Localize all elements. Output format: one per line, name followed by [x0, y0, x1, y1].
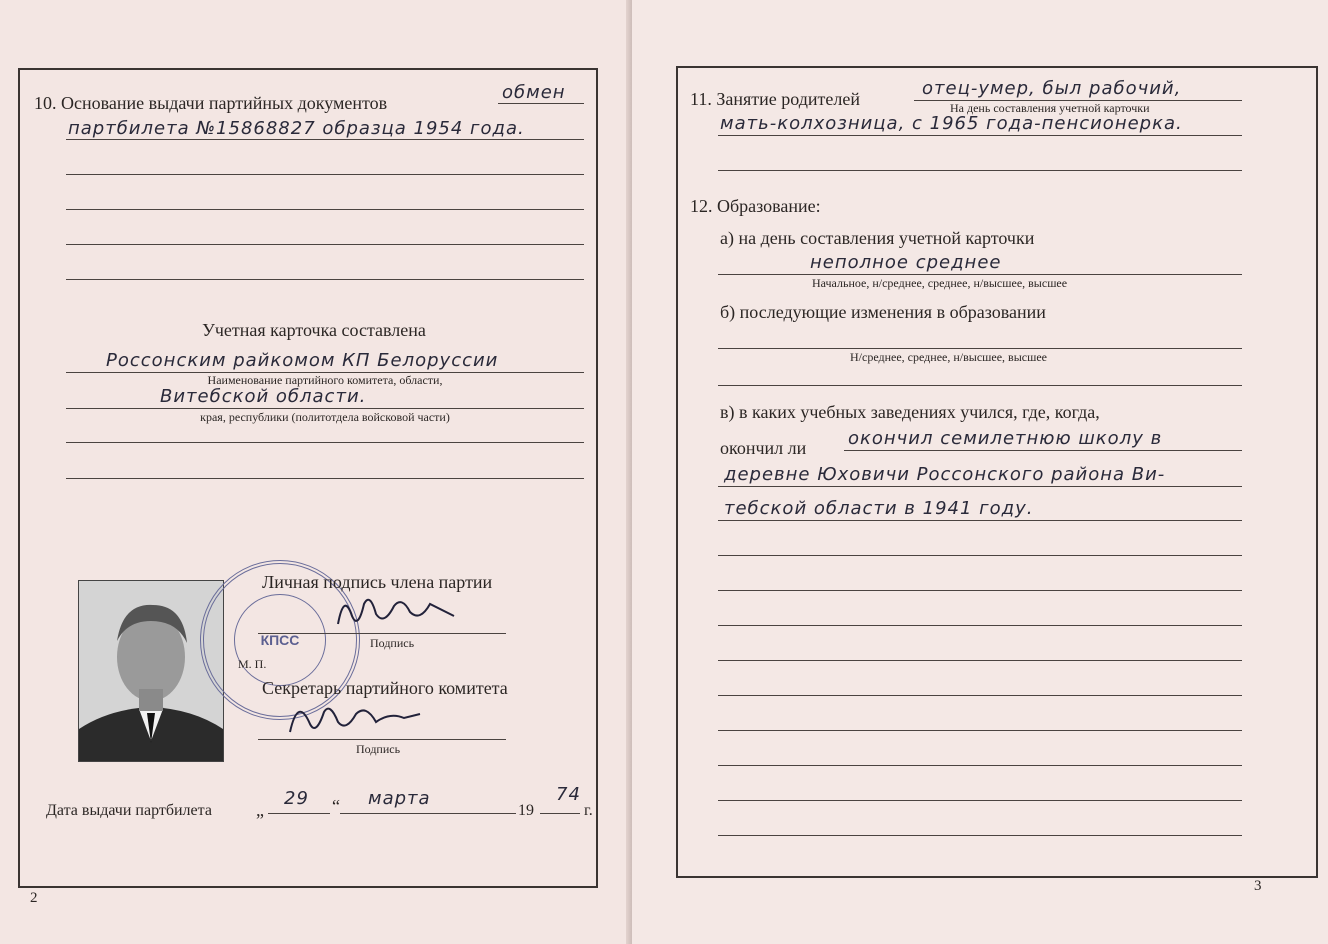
- personal-signature-label: Личная подпись члена партии: [262, 572, 493, 592]
- rule: [718, 835, 1242, 836]
- item12v-label2: окончил ли: [720, 438, 807, 458]
- issue-day: 29: [284, 788, 309, 809]
- item12v-handwriting-line2: деревне Юховичи Россонского района Ви-: [724, 464, 1166, 485]
- item12a-label: а) на день составления учетной карточки: [720, 228, 1035, 248]
- left-page: [0, 0, 630, 944]
- signature-caption: Подпись: [370, 636, 415, 650]
- rule: [718, 660, 1242, 661]
- item10-handwriting-line1: обмен: [502, 82, 566, 103]
- item11-handwriting-line1: отец-умер, был рабочий,: [922, 78, 1182, 99]
- item11-caption: На день составления учетной карточки: [950, 101, 1150, 115]
- item10-handwriting-line2: партбилета №15868827 образца 1954 года.: [68, 118, 525, 139]
- item11-label: 11. Занятие родителей: [690, 89, 860, 109]
- rule: [498, 103, 584, 104]
- rule: [66, 209, 584, 210]
- rule: [66, 279, 584, 280]
- issue-year-suffix: г.: [584, 802, 593, 819]
- rule: [718, 590, 1242, 591]
- card-caption2: края, республики (политотдела войсковой части): [200, 410, 450, 424]
- rule: [718, 730, 1242, 731]
- rule: [718, 695, 1242, 696]
- rule: [66, 139, 584, 140]
- item12-label: 12. Образование:: [690, 196, 821, 216]
- rule: [66, 478, 584, 479]
- rule: [718, 765, 1242, 766]
- member-signature: [330, 586, 460, 636]
- issue-date-label: Дата выдачи партбилета: [46, 802, 212, 819]
- issue-year: 74: [556, 784, 581, 805]
- item10-label: 10. Основание выдачи партийных документов: [34, 93, 388, 113]
- member-photo: [78, 580, 224, 762]
- rule: [844, 450, 1242, 451]
- item12v-handwriting-line3: тебской области в 1941 году.: [724, 498, 1034, 519]
- rule: [718, 800, 1242, 801]
- card-caption1: Наименование партийного комитета, области,: [207, 373, 443, 387]
- rule: [718, 274, 1242, 275]
- rule: [66, 244, 584, 245]
- issue-quote-open: „: [256, 800, 264, 820]
- issue-quote-close: “: [332, 796, 340, 816]
- rule: [66, 174, 584, 175]
- card-handwriting-line2: Витебской области.: [160, 386, 367, 407]
- card-handwriting-line1: Россонским райкомом КП Белоруссии: [106, 350, 499, 371]
- mp-label: М. П.: [238, 657, 267, 671]
- item12a-handwriting: неполное среднее: [810, 252, 1002, 273]
- rule: [718, 555, 1242, 556]
- stamp-center-text: КПСС: [234, 594, 326, 686]
- rule: [340, 813, 516, 814]
- card-heading: Учетная карточка составлена: [202, 320, 426, 340]
- rule: [258, 633, 506, 634]
- issue-month: марта: [368, 788, 431, 809]
- secretary-signature-caption: Подпись: [356, 742, 401, 756]
- page-number: 3: [1254, 878, 1262, 894]
- rule: [718, 625, 1242, 626]
- rule: [718, 135, 1242, 136]
- item12a-caption: Начальное, н/среднее, среднее, н/высшее, высшее: [812, 276, 1068, 290]
- rule: [718, 520, 1242, 521]
- rule: [268, 813, 330, 814]
- rule: [66, 442, 584, 443]
- item12v-label: в) в каких учебных заведениях учился, где, когда,: [720, 402, 1100, 422]
- page-number: 2: [30, 890, 38, 906]
- item12v-handwriting-line1: окончил семилетнюю школу в: [848, 428, 1163, 449]
- item12b-caption: Н/среднее, среднее, н/высшее, высшее: [850, 350, 1047, 364]
- rule: [66, 408, 584, 409]
- rule: [540, 813, 580, 814]
- secretary-signature: [280, 692, 430, 742]
- rule: [718, 348, 1242, 349]
- issue-year-prefix: 19: [518, 802, 534, 819]
- rule: [718, 170, 1242, 171]
- item12b-label: б) последующие изменения в образовании: [720, 302, 1046, 322]
- rule: [258, 739, 506, 740]
- rule: [718, 486, 1242, 487]
- right-page: [632, 0, 1328, 944]
- secretary-label: Секретарь партийного комитета: [262, 678, 508, 698]
- rule: [718, 385, 1242, 386]
- item11-handwriting-line2: мать-колхозница, с 1965 года-пенсионерка.: [720, 113, 1183, 134]
